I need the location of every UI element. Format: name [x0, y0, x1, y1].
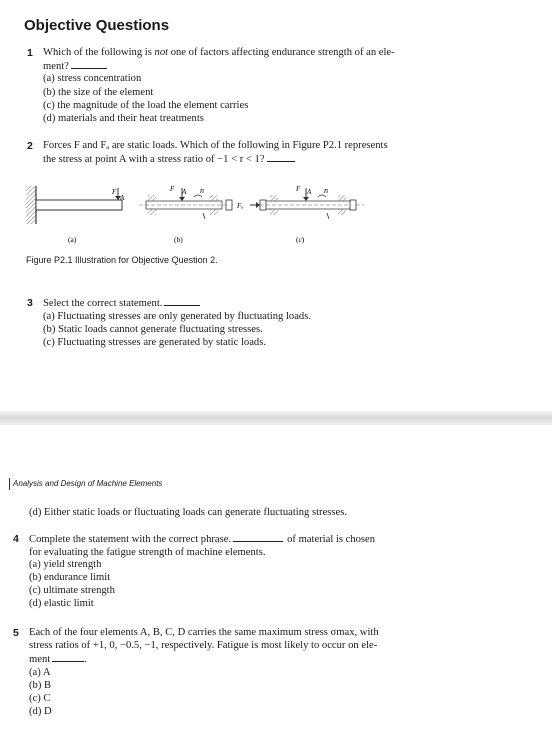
- question-4-option-d[interactable]: (d) elastic limit: [29, 598, 94, 609]
- question-2-number: 2: [27, 140, 33, 152]
- question-1-option-d[interactable]: (d) materials and their heat treatments: [43, 113, 204, 124]
- question-3-text: [43, 296, 200, 310]
- question-1-number: 1: [27, 47, 33, 59]
- question-1-option-a[interactable]: (a) stress concentration: [43, 73, 142, 84]
- question-1-text: [43, 46, 443, 73]
- label-Fa-c: Fₐ: [237, 202, 244, 210]
- question-2-line-1: Forces F and Fₐ are static loads. Which of the following in Figure P2.1 represents: [43, 140, 388, 151]
- question-4-line-1b: of material is chosen: [287, 534, 376, 545]
- question-5-number: 5: [13, 627, 19, 639]
- question-5-line-1: Each of the four elements A, B, C, D carries the same maximum stress σmax, with: [29, 627, 379, 638]
- question-2-line-2: the stress at point A with a stress ratio of −1 < r < 1?: [43, 154, 265, 165]
- page-break: [0, 411, 552, 425]
- header-rule: [9, 478, 10, 490]
- label-n-b: n: [200, 186, 204, 195]
- figure-caption: Figure P2.1 Illustration for Objective Question 2.: [26, 255, 218, 265]
- label-F-b: F: [170, 185, 175, 193]
- page-title: Objective Questions: [24, 17, 170, 34]
- answer-blank[interactable]: [71, 59, 107, 69]
- label-F-c: F: [296, 185, 301, 193]
- running-header: Analysis and Design of Machine Elements: [13, 479, 163, 488]
- question-5-line-3: ment: [29, 654, 51, 665]
- label-A-b: A: [182, 188, 187, 196]
- question-1-text-b: one of factors affecting endurance strength of an ele-: [168, 47, 395, 58]
- answer-blank[interactable]: [52, 652, 84, 662]
- figure-label-a: (a): [68, 235, 77, 244]
- question-3-number: 3: [27, 297, 33, 309]
- question-3-option-b[interactable]: (b) Static loads cannot generate fluctuating stresses.: [43, 324, 263, 335]
- question-4-option-a[interactable]: (a) yield strength: [29, 559, 102, 570]
- question-1-emphasis: not: [154, 47, 169, 58]
- question-3-option-c[interactable]: (c) Fluctuating stresses are generated by static loads.: [43, 337, 266, 348]
- question-5-text: Each of the four elements A, B, C, D carries the same maximum stress σmax, with stress ratios of +1, 0, −0.5, −1, respectively. Fatigue is most likely to occur on ele- ment .: [29, 627, 379, 665]
- question-5-option-a[interactable]: (a) A: [29, 667, 51, 678]
- figure-c-shaft-axial: [236, 185, 364, 219]
- question-4-text: [29, 532, 429, 559]
- figure-b-shaft: [139, 185, 234, 219]
- question-4-line-2: for evaluating the fatigue strength of machine elements.: [29, 547, 266, 558]
- figure-a-cantilever: [26, 186, 125, 224]
- question-3-option-a[interactable]: (a) Fluctuating stresses are only generated by fluctuating loads.: [43, 311, 311, 322]
- question-5-option-c[interactable]: (c) C: [29, 693, 51, 704]
- question-4-number: 4: [13, 533, 19, 545]
- figure-p2-1: [24, 180, 424, 250]
- question-1-option-b[interactable]: (b) the size of the element: [43, 87, 154, 98]
- question-5-line-2: stress ratios of +1, 0, −0.5, −1, respectively. Fatigue is most likely to occur on ele-: [29, 640, 378, 651]
- label-A-a: A: [120, 194, 125, 202]
- question-5-option-b[interactable]: (b) B: [29, 680, 52, 691]
- question-3-line-1: Select the correct statement.: [43, 298, 163, 309]
- question-1-text-a: Which of the following is: [43, 47, 155, 58]
- label-n-c: n: [324, 186, 328, 195]
- question-4-line-1a: Complete the statement with the correct phrase.: [29, 534, 232, 545]
- question-4-option-b[interactable]: (b) endurance limit: [29, 572, 111, 583]
- figure-label-b: (b): [174, 235, 183, 244]
- label-A-c: A: [307, 188, 312, 196]
- answer-blank[interactable]: [233, 532, 283, 542]
- question-1-text-c: ment?: [43, 61, 69, 72]
- label-F-a: F: [112, 188, 117, 196]
- question-1-option-c[interactable]: (c) the magnitude of the load the element carries: [43, 100, 249, 111]
- question-2-text: [43, 139, 443, 166]
- answer-blank[interactable]: [164, 296, 200, 306]
- figure-label-c: (c): [296, 235, 305, 244]
- answer-blank[interactable]: [267, 152, 295, 162]
- question-3-option-d[interactable]: (d) Either static loads or fluctuating loads can generate fluctuating stresses.: [29, 507, 347, 518]
- question-5-option-d[interactable]: (d) D: [29, 706, 52, 717]
- question-4-option-c[interactable]: (c) ultimate strength: [29, 585, 115, 596]
